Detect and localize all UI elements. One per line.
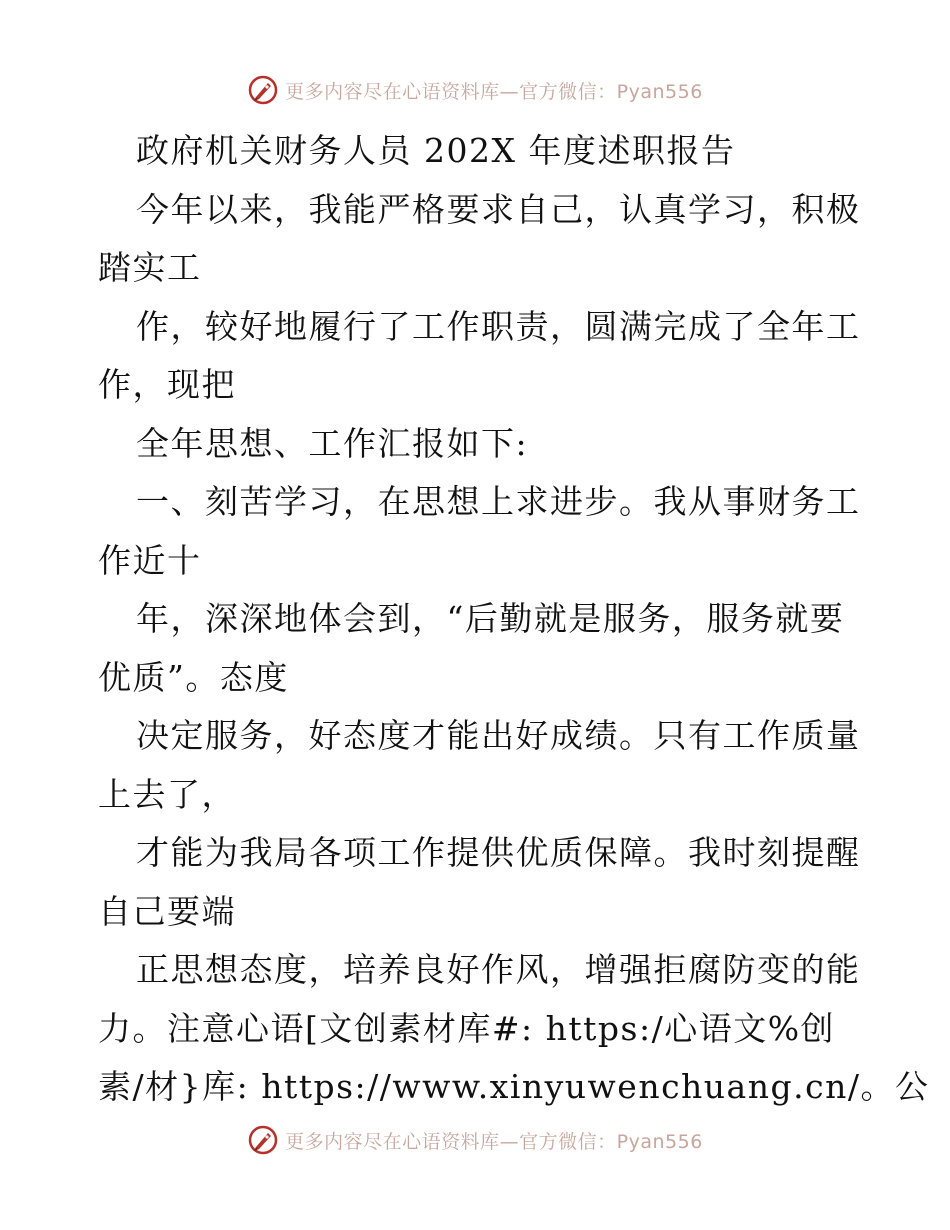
footer-banner xyxy=(0,1120,950,1160)
pen-nib-logo-icon xyxy=(247,74,279,106)
header-banner-text: 更多内容尽在心语资料库—官方微信：Pyan556 xyxy=(285,80,703,103)
paragraph-line: 作近十 xyxy=(98,540,202,580)
paragraph-line: 踏实工 xyxy=(98,248,202,287)
paragraph-line: 全年思想、工作汇报如下: xyxy=(136,423,529,463)
paragraph-line: 正思想态度，培养良好作风，增强拒腐防变的能 xyxy=(136,950,861,989)
paragraph-line: 年，深深地体会到，“后勤就是服务，服务就要 xyxy=(136,599,845,638)
paragraph-line: 上去了， xyxy=(98,774,236,814)
paragraph-line: 今年以来，我能严格要求自己，认真学习，积极 xyxy=(136,189,861,229)
footer-banner-text: 更多内容尽在心语资料库—官方微信：Pyan556 xyxy=(285,1130,703,1153)
paragraph-line: 作，现把 xyxy=(98,365,236,404)
document-body xyxy=(98,122,930,1117)
pen-nib-logo-icon xyxy=(247,1124,279,1156)
paragraph-line: 一、刻苦学习，在思想上求进步。我从事财务工 xyxy=(136,482,861,521)
paragraph-line: 力。注意心语[文创素材库#: https:/心语文%创 xyxy=(98,1008,836,1048)
paragraph-line: 作，较好地履行了工作职责，圆满完成了全年工 xyxy=(136,306,861,346)
document-title: 政府机关财务人员 202X 年度述职报告 xyxy=(136,131,736,170)
header-banner xyxy=(0,70,950,110)
paragraph-line: 自己要端 xyxy=(98,891,236,931)
paragraph-line: 才能为我局各项工作提供优质保障。我时刻提醒 xyxy=(136,833,861,872)
paragraph-line: 素/材}库: https://www.xinyuwenchuang.cn/。公 xyxy=(98,1067,930,1106)
paragraph-line: 决定服务，好态度才能出好成绩。只有工作质量 xyxy=(136,716,861,755)
paragraph-line: 优质”。态度 xyxy=(98,657,289,697)
